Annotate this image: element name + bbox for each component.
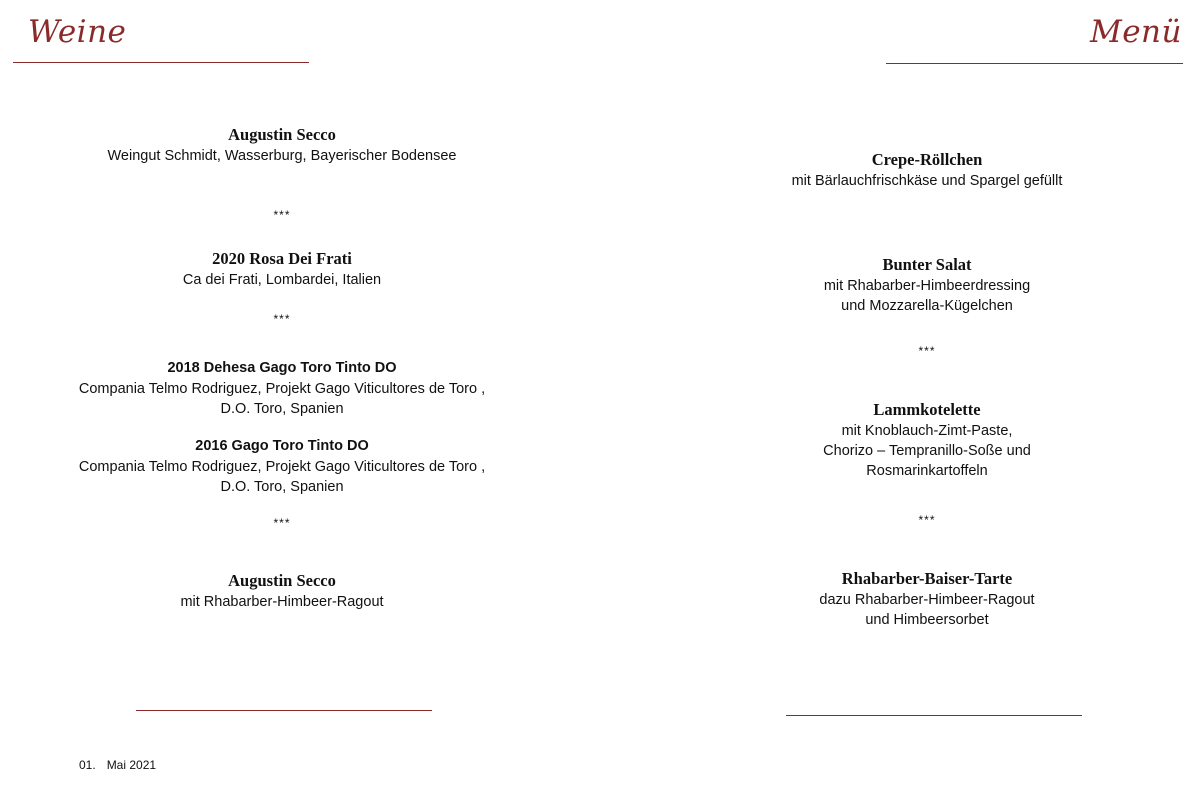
wine-item (32, 357, 532, 419)
menu-footer-rule (786, 715, 1082, 716)
separator: *** (273, 208, 291, 222)
wine-name: 2018 Dehesa Gago Toro Tinto DO (167, 360, 397, 376)
menu-course (727, 254, 1127, 316)
footer-date (79, 758, 156, 772)
menu-course (727, 399, 1127, 481)
wine-name: Augustin Secco (228, 125, 336, 144)
wine-item (32, 570, 532, 612)
course-description: und Mozzarella-Kügelchen (841, 298, 1013, 314)
separator: *** (918, 513, 936, 527)
wine-description: D.O. Toro, Spanien (220, 401, 344, 417)
wine-name: 2020 Rosa Dei Frati (212, 249, 352, 268)
wine-description: Compania Telmo Rodriguez, Projekt Gago Viticultores de Toro , (78, 459, 486, 475)
course-description: Rosmarinkartoffeln (866, 463, 988, 479)
wine-section-title: Weine (28, 14, 127, 50)
wine-description: D.O. Toro, Spanien (220, 479, 344, 495)
course-name: Bunter Salat (882, 255, 972, 274)
wine-list (32, 0, 532, 740)
wine-item (32, 248, 532, 290)
separator: *** (273, 312, 291, 326)
wine-description: mit Rhabarber-Himbeer-Ragout (180, 594, 384, 610)
menu-list (727, 0, 1127, 740)
wine-description: Compania Telmo Rodriguez, Projekt Gago Viticultores de Toro , (78, 381, 486, 397)
course-name: Crepe-Röllchen (871, 150, 983, 169)
course-description: Chorizo – Tempranillo-Soße und (823, 443, 1031, 459)
wine-footer-rule (136, 710, 432, 711)
wine-description: Weingut Schmidt, Wasserburg, Bayerischer Bodensee (107, 148, 457, 164)
footer-month-year: Mai 2021 (106, 758, 157, 772)
footer-day: 01. (79, 758, 96, 772)
wine-item (32, 124, 532, 166)
menu-section-title: Menü (1089, 14, 1182, 50)
course-description: mit Knoblauch-Zimt-Paste, (841, 423, 1013, 439)
course-name: Rhabarber-Baiser-Tarte (841, 569, 1013, 588)
course-description: mit Rhabarber-Himbeerdressing (823, 278, 1031, 294)
wine-name: Augustin Secco (228, 571, 336, 590)
menu-course (727, 568, 1127, 630)
menu-course (727, 149, 1127, 191)
separator: *** (273, 516, 291, 530)
course-description: mit Bärlauchfrischkäse und Spargel gefüllt (791, 173, 1063, 189)
separator: *** (918, 344, 936, 358)
wine-name: 2016 Gago Toro Tinto DO (195, 438, 369, 454)
wine-description: Ca dei Frati, Lombardei, Italien (182, 272, 382, 288)
wine-item (32, 435, 532, 497)
course-name: Lammkotelette (873, 400, 981, 419)
course-description: und Himbeersorbet (865, 612, 989, 628)
course-description: dazu Rhabarber-Himbeer-Ragout (819, 592, 1035, 608)
